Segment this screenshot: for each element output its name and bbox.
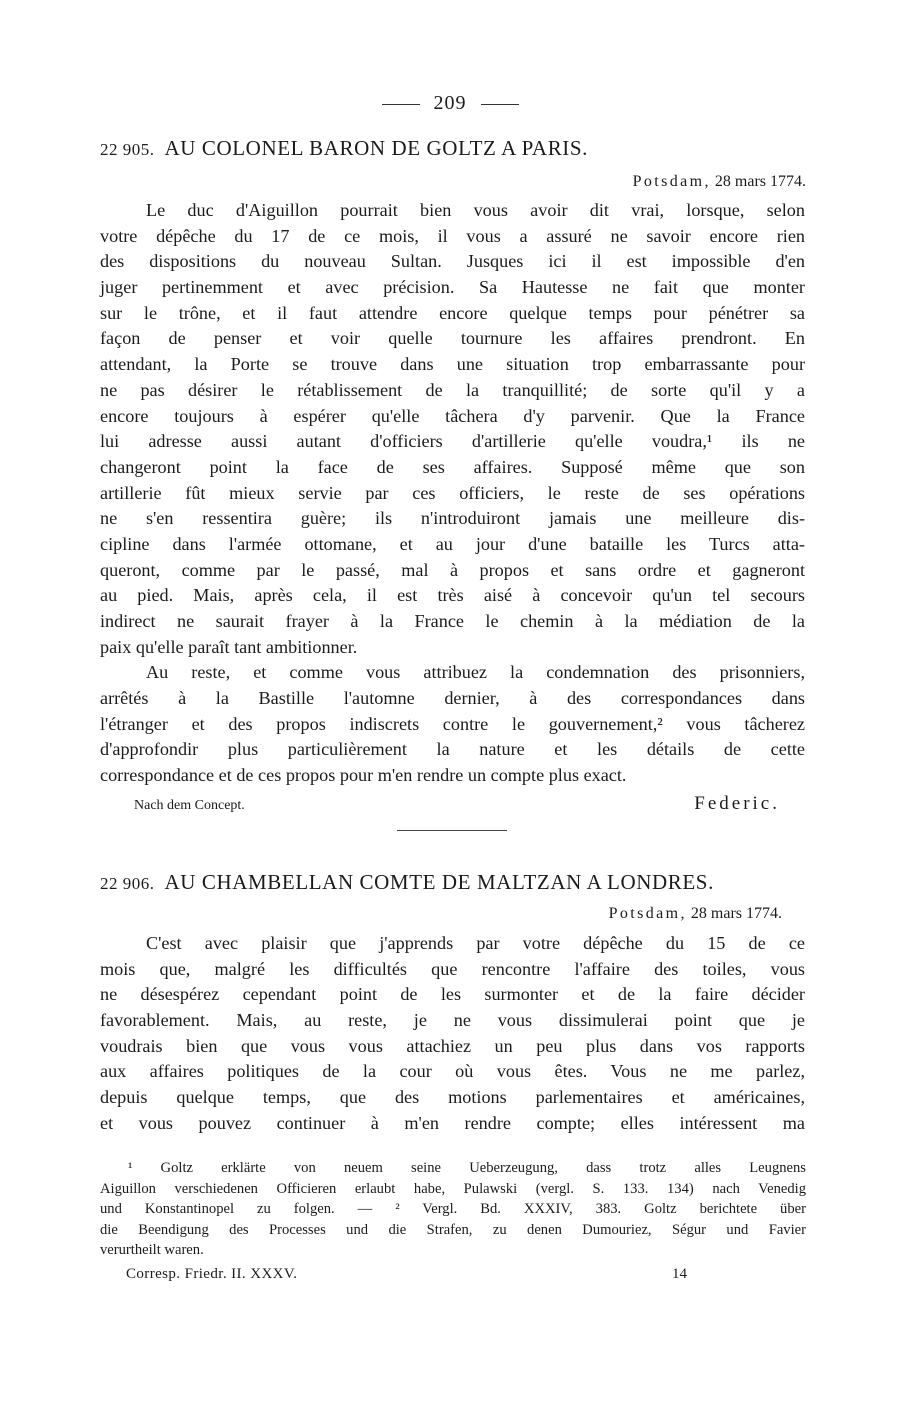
text-line: d'approfondir plus particulièrement la nature et les détails de cette: [100, 739, 805, 760]
footnote-line: Aiguillon verschiedenen Officieren erlaubt habe, Pulawski (vergl. S. 133. 134) nach Venedig: [100, 1180, 806, 1197]
text-line: cipline dans l'armée ottomane, et au jour d'une bataille les Turcs atta-: [100, 533, 805, 554]
footnote-line: die Beendigung des Processes und die Strafen, zu denen Dumouriez, Ségur und Favier: [100, 1221, 806, 1238]
page-number-text: 209: [433, 92, 467, 114]
letter-2-date: 28 mars 1774.: [690, 905, 782, 922]
text-line: l'étranger et des propos indiscrets contre le gouvernement,² vous tâcherez: [100, 713, 805, 734]
text-line: changeront point la face de ses affaires. Supposé même que son: [100, 456, 805, 477]
text-line: voudrais bien que vous vous attachiez un peu plus dans vos rapports: [100, 1035, 805, 1056]
letter-1-place: Potsdam,: [632, 173, 711, 190]
text-line: façon de penser et voir quelle tournure les affaires prendront. En: [100, 328, 805, 349]
text-line: aux affaires politiques de la cour où vous êtes. Vous ne me parlez,: [100, 1061, 805, 1082]
letter-2-body: [100, 931, 805, 1137]
letter-2-place: Potsdam,: [608, 905, 687, 922]
letter-1-dateline: [633, 173, 806, 191]
text-line: et vous pouvez continuer à m'en rendre compte; elles intéressent ma: [100, 1112, 805, 1133]
text-line: ne s'en ressentira guère; ils n'introduiront jamais une meilleure dis-: [100, 508, 805, 529]
letter-1-signature: Federic.: [694, 793, 780, 814]
page-number: [0, 92, 900, 115]
footnote-line: ¹ Goltz erklärte von neuem seine Ueberzeugung, dass trotz alles Leugnens: [128, 1160, 806, 1176]
letter-2-heading: [100, 870, 808, 895]
text-line: au pied. Mais, après cela, il est très aisé à concevoir qu'un tel secours: [100, 585, 805, 606]
letter-1-signoff: [134, 793, 780, 814]
letter-1-body: [100, 198, 805, 789]
section-separator: [397, 830, 507, 831]
footer-source: Corresp. Friedr. II. XXXV.: [126, 1266, 298, 1282]
text-line: ne pas désirer le rétablissement de la tranquillité; de sorte qu'il y a: [100, 379, 805, 400]
text-line: attendant, la Porte se trouve dans une situation trop embarrassante pour: [100, 354, 805, 375]
text-line: artillerie fût mieux servie par ces officiers, le reste de ses opérations: [100, 482, 805, 503]
page-number-left-rule: [382, 104, 420, 105]
letter-1-number: 22 905.: [100, 140, 155, 159]
letter-1-date: 28 mars 1774.: [714, 173, 806, 190]
footnotes: [100, 1158, 806, 1261]
text-line: des dispositions du nouveau Sultan. Jusques ici il est impossible d'en: [100, 251, 805, 272]
text-line: encore toujours à espérer qu'elle tâchera d'y parvenir. Que la France: [100, 405, 805, 426]
text-line: C'est avec plaisir que j'apprends par votre dépêche du 15 de ce: [146, 933, 805, 953]
letter-1-heading: [100, 136, 808, 161]
letter-2-title: AU CHAMBELLAN COMTE DE MALTZAN A LONDRES.: [164, 870, 714, 894]
letter-2-dateline: [609, 905, 782, 923]
text-line: mois que, malgré les difficultés que rencontre l'affaire des toiles, vous: [100, 958, 805, 979]
text-line: juger pertinemment et avec précision. Sa Hautesse ne fait que monter: [100, 277, 805, 298]
footnote-line: und Konstantinopel zu folgen. — ² Vergl. Bd. XXXIV, 383. Goltz berichtete über: [100, 1201, 806, 1217]
text-line: lui adresse aussi autant d'officiers d'artillerie qu'elle voudra,¹ ils ne: [100, 431, 805, 452]
text-line: correspondance et de ces propos pour m'en rendre un compte plus exact.: [100, 765, 627, 786]
text-line: votre dépêche du 17 de ce mois, il vous a assuré ne savoir encore rien: [100, 225, 805, 246]
letter-1-source-note: Nach dem Concept.: [134, 798, 245, 813]
letter-1-title: AU COLONEL BARON DE GOLTZ A PARIS.: [164, 136, 589, 160]
text-line: sur le trône, et il faut attendre encore quelque temps pour pénétrer sa: [100, 302, 805, 323]
text-line: ne désespérez cependant point de les surmonter et de la faire décider: [100, 984, 805, 1005]
text-line: Au reste, et comme vous attribuez la condemnation des prisonniers,: [146, 662, 805, 683]
letter-2-number: 22 906.: [100, 874, 155, 893]
text-line: paix qu'elle paraît tant ambitionner.: [100, 636, 358, 657]
text-line: Le duc d'Aiguillon pourrait bien vous avoir dit vrai, lorsque, selon: [146, 200, 805, 220]
text-line: queront, comme par le passé, mal à propos et sans ordre et gagneront: [100, 559, 805, 580]
text-line: favorablement. Mais, au reste, je ne vous dissimulerai point que je: [100, 1010, 805, 1031]
page-number-right-rule: [481, 104, 519, 105]
footer-sheet-number: 14: [672, 1266, 687, 1282]
text-line: depuis quelque temps, que des motions parlementaires et américaines,: [100, 1087, 805, 1108]
text-line: indirect ne saurait frayer à la France le chemin à la médiation de la: [100, 611, 805, 631]
text-line: arrêtés à la Bastille l'automne dernier, à des correspondances dans: [100, 688, 805, 709]
footnote-line: verurtheilt waren.: [100, 1242, 204, 1258]
